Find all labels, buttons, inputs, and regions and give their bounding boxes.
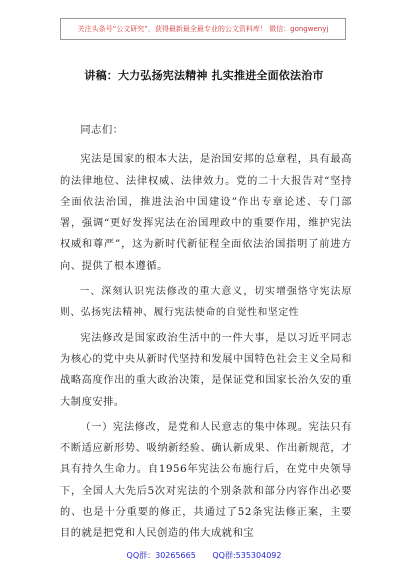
- footer-qq-group-2: QQ群:535304092: [212, 551, 282, 560]
- document-body: [60, 120, 352, 549]
- header-notice-text: 关注头条号“公文研究”，获得最新最全最专业的公文资料库！ 微信：gongwenyj: [77, 25, 329, 33]
- section-heading-1: 一、深刻认识宪法修改的重大意义，切实增强恪守宪法原则、弘扬宪法精神、履行宪法使命的自觉性和坚定性: [60, 286, 352, 319]
- paragraph-intro: 宪法是国家的根本大法，是治国安邦的总章程，具有最高的法律地位、法律权威、法律效力。党的二十大报告对“坚持全面依法治国，推进法治中国建设”作出专章论述、专门部署，强调“更好发挥宪法在治国理政中的重要作用，维护宪法权威和尊严”，这为新时代新征程全面依法治国指明了前进方向、提供了根本遵循。: [60, 154, 352, 272]
- paragraph-subsection-1: （一）宪法修改，是党和人民意志的集中体现。宪法只有不断适应新形势、吸纳新经验、确认新成果、作出新规范，才具有持久生命力。自1956年宪法公布施行后，在党中央领导下，全国人大先后5次对宪法的个别条款和部分内容作出必要的、也是十分重要的修正，共通过了52条宪法修正案，主要目的就是把党和人民创造的伟大成就和宝: [60, 421, 352, 540]
- greeting: 同志们：: [80, 125, 124, 136]
- footer-qq-group-1: QQ群：30265665: [126, 551, 196, 560]
- document-title: 讲稿：大力弘扬宪法精神 扎实推进全面依法治市: [84, 69, 324, 82]
- footer-contact: [0, 550, 408, 561]
- paragraph-amendment: 宪法修改是国家政治生活中的一件大事，是以习近平同志为核心的党中央从新时代坚持和发展中国特色社会主义全局和战略高度作出的重大政治决策，是保证党和国家长治久安的重大制度安排。: [60, 332, 352, 408]
- header-notice-box: [60, 18, 346, 40]
